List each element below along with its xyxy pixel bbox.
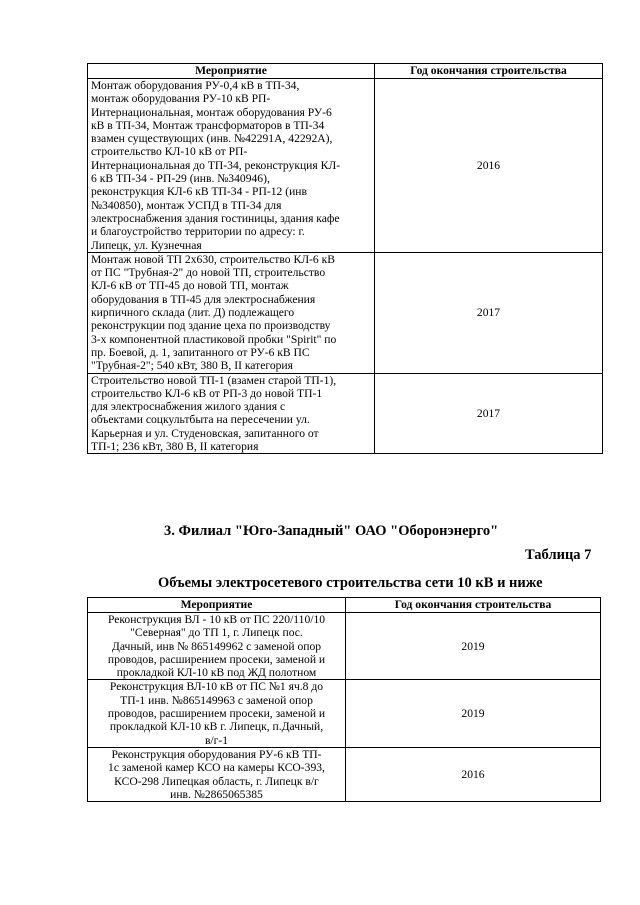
- activity-cell: Строительство новой ТП-1 (взамен старой ТП-1), строительство КЛ-6 кВ от РП-3 до новой ТП-1 для электроснабжения жилого здания с объектами соцкультбыта на пересечении ул. Карьерная и ул. Студеновская, запитанного от ТП-1; 236 кВт, 380 В, II категория: [88, 373, 375, 454]
- year-cell: 2019: [346, 680, 601, 747]
- activity-cell: Реконструкция оборудования РУ-6 кВ ТП- 1с заменой камер КСО на камеры КСО-393, КСО-298 Липецкая область, г. Липецк в/г инв. №2865065385: [88, 747, 346, 801]
- year-cell: 2016: [346, 747, 601, 801]
- activity-cell: Реконструкция ВЛ - 10 кВ от ПС 220/110/10 "Северная" до ТП 1, г. Липецк пос. Дачный, инв № 865149962 с заменой опор проводов, расширением просеки, заменой и прокладкой КЛ-10 кВ под ЖД полотном: [88, 613, 346, 680]
- year-cell: 2019: [346, 613, 601, 680]
- construction-table-2: [87, 597, 601, 802]
- activity-cell: Монтаж новой ТП 2х630, строительство КЛ-6 кВ от ПС "Трубная-2" до новой ТП, строительство КЛ-6 кВ от ТП-45 до новой ТП, монтаж оборудования в ТП-45 для электроснабжения кирпичного склада (лит. Д) подлежащего реконструкции под здание цеха по производству 3-х компонентной пластиковой пробки "Spirit" по пр. Боевой, д. 1, запитанного от РУ-6 кВ ПС "Трубная-2"; 540 кВт, 380 В, II категория: [88, 252, 375, 373]
- table-row: [88, 252, 603, 373]
- table-row: [88, 747, 601, 801]
- section-title: 3. Филиал "Юго-Западный" ОАО "Оборонэнерго": [164, 523, 499, 539]
- table-row: [88, 613, 601, 680]
- table-row: [88, 680, 601, 747]
- column-header-year: Год окончания строительства: [346, 598, 601, 613]
- column-header-year: Год окончания строительства: [375, 64, 603, 79]
- table-number: Таблица 7: [525, 547, 592, 563]
- activity-cell: Реконструкция ВЛ-10 кВ от ПС №1 яч.8 до ТП-1 инв. №865149963 с заменой опор проводов, расширением просеки, заменой и прокладкой КЛ-10 кВ г. Липецк, п.Дачный, в/г-1: [88, 680, 346, 747]
- column-header-activity: Мероприятие: [88, 598, 346, 613]
- table-header-row: [88, 64, 603, 79]
- year-cell: 2017: [375, 373, 603, 454]
- table-row: [88, 79, 603, 253]
- table-caption: Объемы электросетевого строительства сети 10 кВ и ниже: [158, 575, 543, 591]
- activity-cell: Монтаж оборудования РУ-0,4 кВ в ТП-34, монтаж оборудования РУ-10 кВ РП- Интернациональная, монтаж оборудования РУ-6 кВ в ТП-34, Монтаж трансформаторов в ТП-34 взамен существующих (инв. №42291А, 42292А), строительство КЛ-10 кВ от РП- Интернациональная до ТП-34, реконструкция КЛ- 6 кВ ТП-34 - РП-29 (инв. №340946), реконструкция КЛ-6 кВ ТП-34 - РП-12 (инв №340850), монтаж УСПД в ТП-34 для электроснабжения здания гостиницы, здания кафе и благоустройство территории по адресу: г. Липецк, ул. Кузнечная: [88, 79, 375, 253]
- column-header-activity: Мероприятие: [88, 64, 375, 79]
- year-cell: 2017: [375, 252, 603, 373]
- year-cell: 2016: [375, 79, 603, 253]
- table-row: [88, 373, 603, 454]
- table-header-row: [88, 598, 601, 613]
- construction-table-1: [87, 63, 603, 454]
